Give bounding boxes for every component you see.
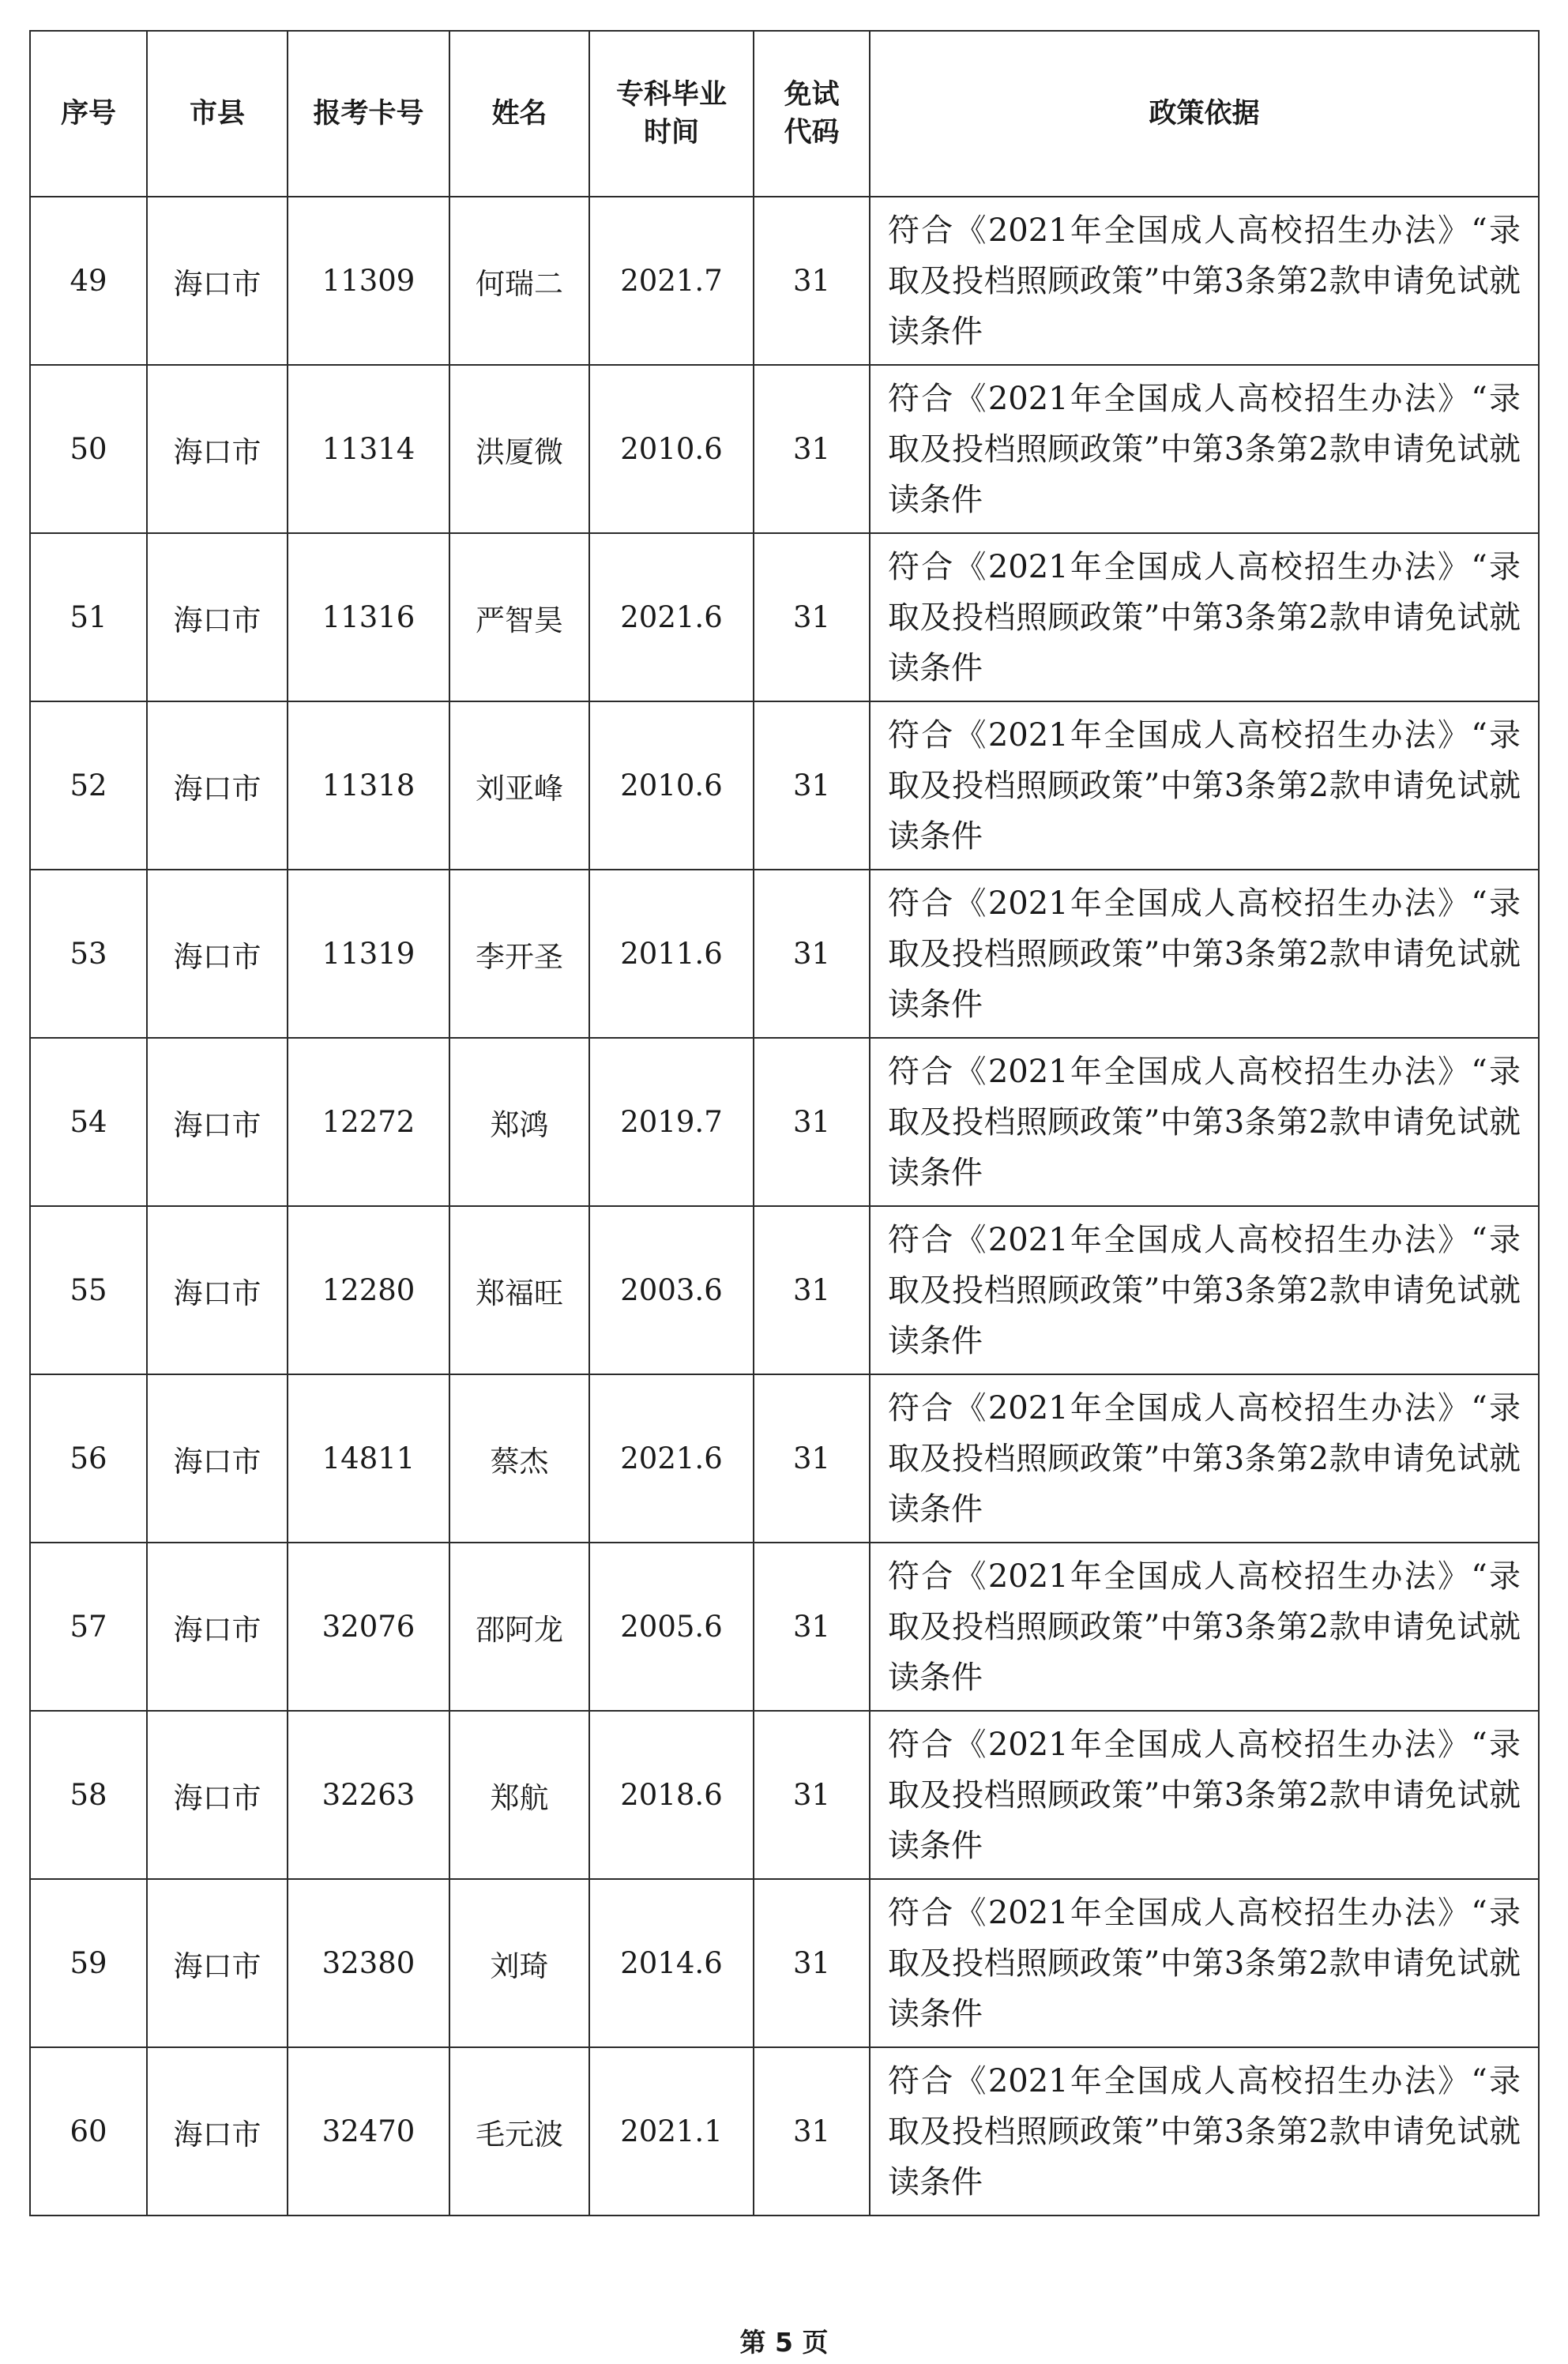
exemption-code-cell: 31 xyxy=(754,197,870,365)
graduation-time-cell: 2010.6 xyxy=(589,365,754,533)
seq-cell: 51 xyxy=(30,533,147,701)
policy-basis-cell: 符合《2021年全国成人高校招生办法》“录取及投档照顾政策”中第3条第2款申请免试就读条件 xyxy=(870,1879,1539,2047)
name-cell: 邵阿龙 xyxy=(449,1543,589,1711)
exemption-code-cell: 31 xyxy=(754,1879,870,2047)
graduation-time-cell: 2021.6 xyxy=(589,533,754,701)
header-exemption-line2: 代码 xyxy=(784,117,840,148)
city-cell: 海口市 xyxy=(147,1374,288,1543)
graduation-time-cell: 2018.6 xyxy=(589,1711,754,1879)
table-row xyxy=(30,1206,1539,1374)
exemption-roster-table xyxy=(29,30,1540,2216)
header-name: 姓名 xyxy=(449,31,589,197)
header-graduation-line1: 专科毕业 xyxy=(615,79,727,111)
name-cell: 毛元波 xyxy=(449,2047,589,2216)
exemption-code-cell: 31 xyxy=(754,701,870,870)
table-header xyxy=(30,31,1539,197)
card-number-cell: 11319 xyxy=(288,870,449,1038)
policy-basis-cell: 符合《2021年全国成人高校招生办法》“录取及投档照顾政策”中第3条第2款申请免试就读条件 xyxy=(870,1711,1539,1879)
name-cell: 李开圣 xyxy=(449,870,589,1038)
table-row xyxy=(30,197,1539,365)
seq-cell: 57 xyxy=(30,1543,147,1711)
card-number-cell: 11309 xyxy=(288,197,449,365)
name-cell: 何瑞二 xyxy=(449,197,589,365)
card-number-cell: 32470 xyxy=(288,2047,449,2216)
policy-basis-cell: 符合《2021年全国成人高校招生办法》“录取及投档照顾政策”中第3条第2款申请免试就读条件 xyxy=(870,870,1539,1038)
table-row xyxy=(30,1543,1539,1711)
exemption-code-cell: 31 xyxy=(754,1374,870,1543)
header-card-number: 报考卡号 xyxy=(288,31,449,197)
city-cell: 海口市 xyxy=(147,1206,288,1374)
seq-cell: 50 xyxy=(30,365,147,533)
header-row xyxy=(30,31,1539,197)
card-number-cell: 14811 xyxy=(288,1374,449,1543)
city-cell: 海口市 xyxy=(147,870,288,1038)
table-row xyxy=(30,365,1539,533)
policy-basis-cell: 符合《2021年全国成人高校招生办法》“录取及投档照顾政策”中第3条第2款申请免试就读条件 xyxy=(870,701,1539,870)
policy-basis-cell: 符合《2021年全国成人高校招生办法》“录取及投档照顾政策”中第3条第2款申请免试就读条件 xyxy=(870,1543,1539,1711)
name-cell: 洪厦微 xyxy=(449,365,589,533)
city-cell: 海口市 xyxy=(147,1879,288,2047)
graduation-time-cell: 2021.6 xyxy=(589,1374,754,1543)
name-cell: 郑福旺 xyxy=(449,1206,589,1374)
header-policy-basis: 政策依据 xyxy=(870,31,1539,197)
name-cell: 郑航 xyxy=(449,1711,589,1879)
table-row xyxy=(30,1038,1539,1206)
name-cell: 刘琦 xyxy=(449,1879,589,2047)
header-seq: 序号 xyxy=(30,31,147,197)
seq-cell: 56 xyxy=(30,1374,147,1543)
exemption-code-cell: 31 xyxy=(754,1038,870,1206)
seq-cell: 59 xyxy=(30,1879,147,2047)
graduation-time-cell: 2021.7 xyxy=(589,197,754,365)
policy-basis-cell: 符合《2021年全国成人高校招生办法》“录取及投档照顾政策”中第3条第2款申请免试就读条件 xyxy=(870,1038,1539,1206)
exemption-code-cell: 31 xyxy=(754,870,870,1038)
exemption-code-cell: 31 xyxy=(754,1543,870,1711)
graduation-time-cell: 2019.7 xyxy=(589,1038,754,1206)
header-city: 市县 xyxy=(147,31,288,197)
graduation-time-cell: 2005.6 xyxy=(589,1543,754,1711)
city-cell: 海口市 xyxy=(147,365,288,533)
policy-basis-cell: 符合《2021年全国成人高校招生办法》“录取及投档照顾政策”中第3条第2款申请免试就读条件 xyxy=(870,1374,1539,1543)
table-row xyxy=(30,533,1539,701)
name-cell: 郑鸿 xyxy=(449,1038,589,1206)
seq-cell: 52 xyxy=(30,701,147,870)
table-row xyxy=(30,1879,1539,2047)
table-row xyxy=(30,1711,1539,1879)
card-number-cell: 12272 xyxy=(288,1038,449,1206)
city-cell: 海口市 xyxy=(147,533,288,701)
table-row xyxy=(30,2047,1539,2216)
card-number-cell: 32380 xyxy=(288,1879,449,2047)
city-cell: 海口市 xyxy=(147,2047,288,2216)
table-row xyxy=(30,701,1539,870)
graduation-time-cell: 2010.6 xyxy=(589,701,754,870)
exemption-code-cell: 31 xyxy=(754,1206,870,1374)
seq-cell: 60 xyxy=(30,2047,147,2216)
card-number-cell: 11314 xyxy=(288,365,449,533)
table-row xyxy=(30,870,1539,1038)
seq-cell: 54 xyxy=(30,1038,147,1206)
city-cell: 海口市 xyxy=(147,701,288,870)
graduation-time-cell: 2003.6 xyxy=(589,1206,754,1374)
table-body xyxy=(30,197,1539,2216)
card-number-cell: 11316 xyxy=(288,533,449,701)
name-cell: 刘亚峰 xyxy=(449,701,589,870)
exemption-code-cell: 31 xyxy=(754,2047,870,2216)
policy-basis-cell: 符合《2021年全国成人高校招生办法》“录取及投档照顾政策”中第3条第2款申请免试就读条件 xyxy=(870,197,1539,365)
city-cell: 海口市 xyxy=(147,1711,288,1879)
page-number: 第 5 页 xyxy=(739,2327,829,2358)
table-row xyxy=(30,1374,1539,1543)
seq-cell: 49 xyxy=(30,197,147,365)
seq-cell: 53 xyxy=(30,870,147,1038)
header-exemption-line1: 免试 xyxy=(784,79,840,111)
city-cell: 海口市 xyxy=(147,1543,288,1711)
header-graduation-line2: 时间 xyxy=(643,117,699,148)
policy-basis-cell: 符合《2021年全国成人高校招生办法》“录取及投档照顾政策”中第3条第2款申请免试就读条件 xyxy=(870,533,1539,701)
seq-cell: 58 xyxy=(30,1711,147,1879)
header-graduation-time xyxy=(589,31,754,197)
policy-basis-cell: 符合《2021年全国成人高校招生办法》“录取及投档照顾政策”中第3条第2款申请免试就读条件 xyxy=(870,2047,1539,2216)
card-number-cell: 32263 xyxy=(288,1711,449,1879)
city-cell: 海口市 xyxy=(147,197,288,365)
exemption-code-cell: 31 xyxy=(754,365,870,533)
exemption-code-cell: 31 xyxy=(754,533,870,701)
graduation-time-cell: 2021.1 xyxy=(589,2047,754,2216)
policy-basis-cell: 符合《2021年全国成人高校招生办法》“录取及投档照顾政策”中第3条第2款申请免试就读条件 xyxy=(870,365,1539,533)
header-exemption-code xyxy=(754,31,870,197)
name-cell: 蔡杰 xyxy=(449,1374,589,1543)
city-cell: 海口市 xyxy=(147,1038,288,1206)
name-cell: 严智昊 xyxy=(449,533,589,701)
card-number-cell: 11318 xyxy=(288,701,449,870)
card-number-cell: 12280 xyxy=(288,1206,449,1374)
seq-cell: 55 xyxy=(30,1206,147,1374)
policy-basis-cell: 符合《2021年全国成人高校招生办法》“录取及投档照顾政策”中第3条第2款申请免试就读条件 xyxy=(870,1206,1539,1374)
graduation-time-cell: 2011.6 xyxy=(589,870,754,1038)
card-number-cell: 32076 xyxy=(288,1543,449,1711)
graduation-time-cell: 2014.6 xyxy=(589,1879,754,2047)
exemption-code-cell: 31 xyxy=(754,1711,870,1879)
